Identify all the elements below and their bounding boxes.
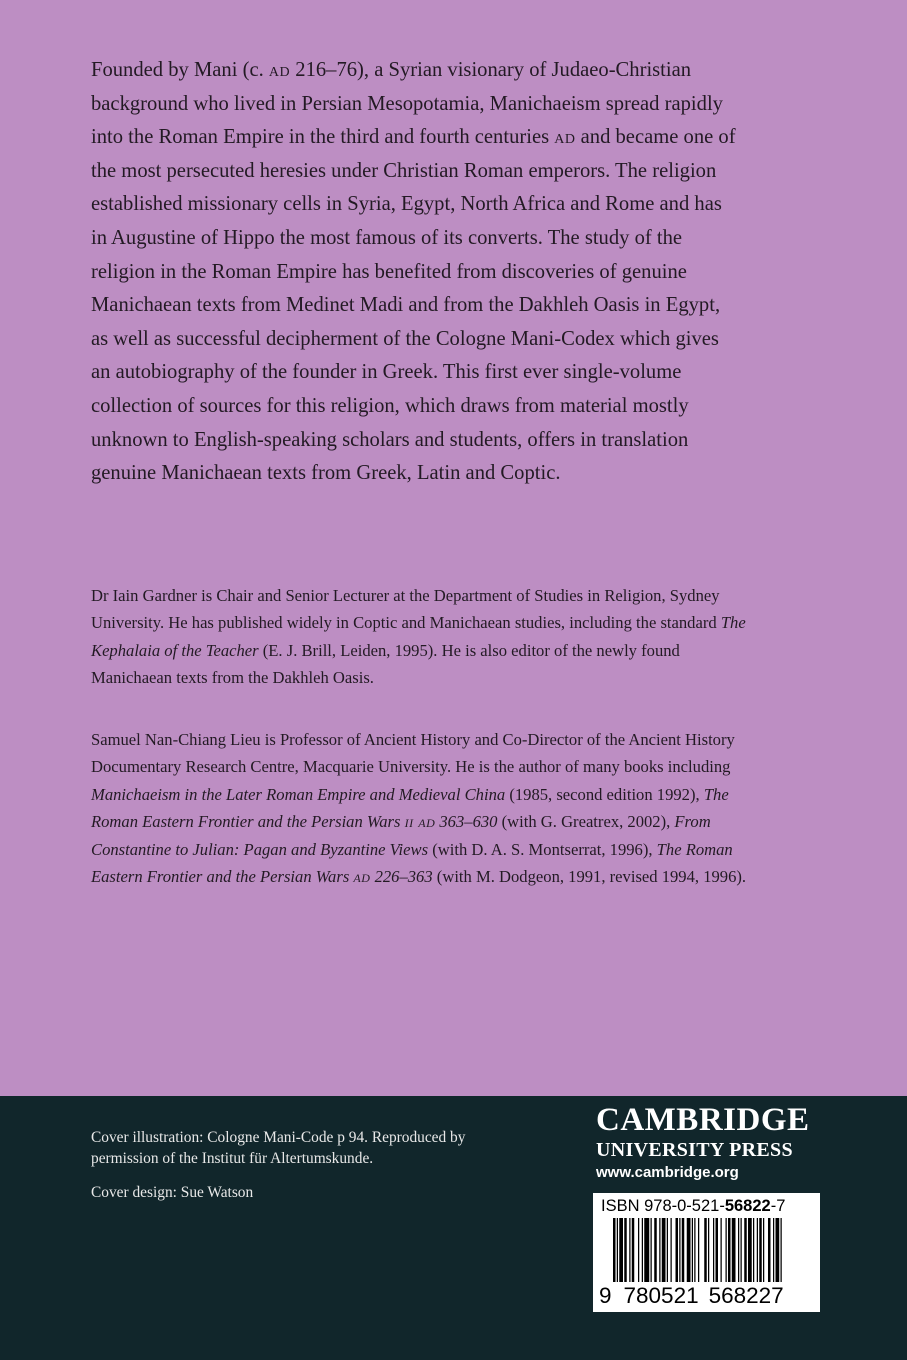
barcode-bar <box>644 1218 649 1282</box>
barcode-bars <box>599 1218 814 1282</box>
book-title: The Roman Eastern Frontier and the Persian Wars ad 226–363 <box>91 839 733 887</box>
cover-design-credit: Cover design: Sue Watson <box>91 1184 254 1201</box>
barcode-bar <box>759 1218 762 1282</box>
barcode-bar <box>744 1218 747 1282</box>
era-abbreviation: ad <box>554 126 576 149</box>
barcode-bar <box>732 1218 736 1282</box>
barcode-bar <box>763 1218 764 1282</box>
barcode-bar <box>773 1218 774 1282</box>
book-title: From Constantine to Julian: Pagan and Byzantine Views <box>91 812 711 859</box>
barcode-bar <box>768 1218 771 1282</box>
barcode-bar <box>638 1218 639 1282</box>
barcode-bar <box>728 1218 731 1282</box>
barcode-bar <box>679 1218 680 1282</box>
book-title: Manichaeism in the Later Roman Empire and Medieval China <box>91 784 506 804</box>
barcode-bar <box>704 1218 707 1282</box>
barcode-bar <box>667 1218 668 1282</box>
barcode-bar <box>654 1218 657 1282</box>
publisher-name: CAMBRIDGE <box>596 1102 810 1138</box>
barcode-bar <box>624 1218 627 1282</box>
barcode-bar <box>617 1218 618 1282</box>
book-title: The Kephalaia of the Teacher <box>91 613 746 660</box>
barcode-bar <box>738 1218 739 1282</box>
barcode-bar <box>781 1218 782 1282</box>
barcode-bar <box>757 1218 758 1282</box>
barcode-bar <box>676 1218 679 1282</box>
publisher-website: www.cambridge.org <box>596 1164 739 1181</box>
cover-illustration-credit: Cover illustration: Cologne Mani-Code p 94. Reproduced by permission of the Institut für Altertumskunde. <box>91 1129 466 1167</box>
isbn-barcode <box>593 1193 820 1312</box>
barcode-bar <box>726 1218 727 1282</box>
barcode-bar <box>708 1218 709 1282</box>
isbn-number: ISBN 978-0-521-56822-7 <box>601 1197 786 1215</box>
barcode-bar <box>721 1218 722 1282</box>
barcode-bar <box>629 1218 630 1282</box>
barcode-bar <box>748 1218 752 1282</box>
author-bio-gardner: Dr Iain Gardner is Chair and Senior Lecturer at the Department of Studies in Religion, Sydney University. He has published widely in Coptic and Manichaean studies, including the standard The Kephalaia of the Teacher (E. J. Brill, Leiden, 1995). He is also editor of the newly found Manichaean texts from the Dakhleh Oasis. <box>91 586 746 688</box>
barcode-bar <box>776 1218 780 1282</box>
barcode-bar <box>659 1218 660 1282</box>
era-abbreviation: ad <box>268 59 291 81</box>
barcode-digits: 9 780521 568227 <box>599 1283 784 1308</box>
barcode-bar <box>687 1218 691 1282</box>
barcode-bar <box>662 1218 666 1282</box>
barcode-bar <box>642 1218 643 1282</box>
barcode-bar <box>682 1218 685 1282</box>
publisher-name-subtitle: UNIVERSITY PRESS <box>596 1139 793 1161</box>
barcode-bar <box>753 1218 754 1282</box>
barcode-bar <box>671 1218 672 1282</box>
book-description: Founded by Mani (c. ad 216–76), a Syrian visionary of Judaeo-Christian background who lived in Persian Mesopotamia, Manichaeism spread rapidly into the Roman Empire in the third and fourth centuries ad and became one of the most persecuted heresies under Christian Roman emperors. The religion established missionary cells in Syria, Egypt, North Africa and Rome and has in Augustine of Hippo the most famous of its converts. The study of the religion in the Roman Empire has benefited from discoveries of genuine Manichaean texts from Medinet Madi and from the Dakhleh Oasis in Egypt, as well as successful decipherment of the Cologne Mani-Codex which gives an autobiography of the founder in Greek. This first ever single-volume collection of sources for this religion, which draws from material mostly unknown to English-speaking scholars and students, offers in translation genuine Manichaean texts from Greek, Latin and Coptic. <box>91 59 736 485</box>
barcode-bar <box>713 1218 714 1282</box>
barcode-bar <box>698 1218 699 1282</box>
barcode-bar <box>692 1218 693 1282</box>
barcode-bar <box>619 1218 623 1282</box>
author-bio-lieu: Samuel Nan-Chiang Lieu is Professor of Ancient History and Co-Director of the Ancient History Documentary Research Centre, Macquarie University. He is the author of many books including Manichaeism in the Later Roman Empire and Medieval China (1985, second edition 1992), The Roman Eastern Frontier and the Persian Wars ii ad 363–630 (with G. Greatrex, 2002), From Constantine to Julian: Pagan and Byzantine Views (with D. A. S. Montserrat, 1996), The Roman Eastern Frontier and the Persian Wars ad 226–363 (with M. Dodgeon, 1991, revised 1994, 1996). <box>91 730 747 887</box>
barcode-bar <box>716 1218 719 1282</box>
barcode-bar <box>632 1218 635 1282</box>
barcode-bar <box>613 1218 616 1282</box>
barcode-bar <box>694 1218 695 1282</box>
barcode-bar <box>651 1218 652 1282</box>
book-title: The Roman Eastern Frontier and the Persian Wars ii ad 363–630 <box>91 784 729 832</box>
barcode-bar <box>741 1218 742 1282</box>
